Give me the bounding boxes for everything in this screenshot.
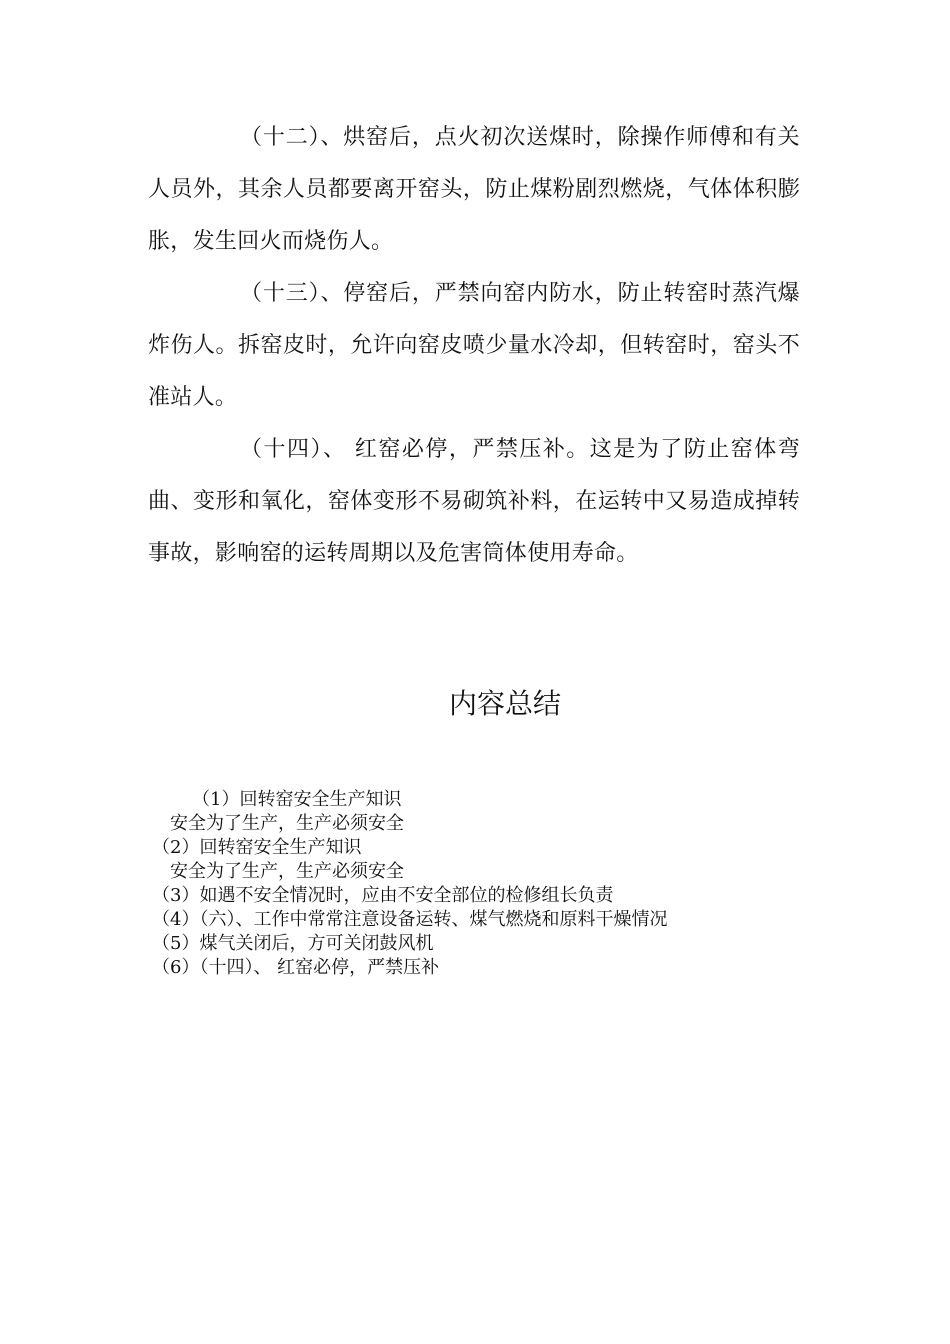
paragraph-13: （十三）、停窑后，严禁向窑内防水，防止转窑时蒸汽爆炸伤人。拆窑皮时，允许向窑皮喷少量水冷却，但转窑时，窑头不准站人。 [148,281,800,410]
summary-line: （1）回转窑安全生产知识 [192,789,402,810]
summary-line: （3）如遇不安全情况时，应由不安全部位的检修组长负责 [152,885,614,906]
summary-line: 安全为了生产，生产必须安全 [170,861,404,882]
paragraph-12: （十二）、烘窑后，点火初次送煤时，除操作师傅和有关人员外，其余人员都要离开窑头，防止煤粉剧烈燃烧，气体体积膨胀，发生回火而烧伤人。 [148,125,800,254]
summary-line: 安全为了生产，生产必须安全 [170,813,404,834]
summary-title: 内容总结 [448,687,561,720]
summary-line: （4）（六）、工作中常常注意设备运转、煤气燃烧和原料干燥情况 [152,909,668,930]
summary-list [152,788,852,980]
summary-line: （2）回转窑安全生产知识 [152,837,362,858]
summary-line: （5）煤气关闭后，方可关闭鼓风机 [152,933,434,954]
paragraph-14: （十四）、 红窑必停，严禁压补。这是为了防止窑体弯曲、变形和氧化，窑体变形不易砌筑补料，在运转中又易造成掉转事故，影响窑的运转周期以及危害筒体使用寿命。 [148,437,800,566]
summary-line: （6）（十四）、 红窑必停，严禁压补 [152,957,440,978]
